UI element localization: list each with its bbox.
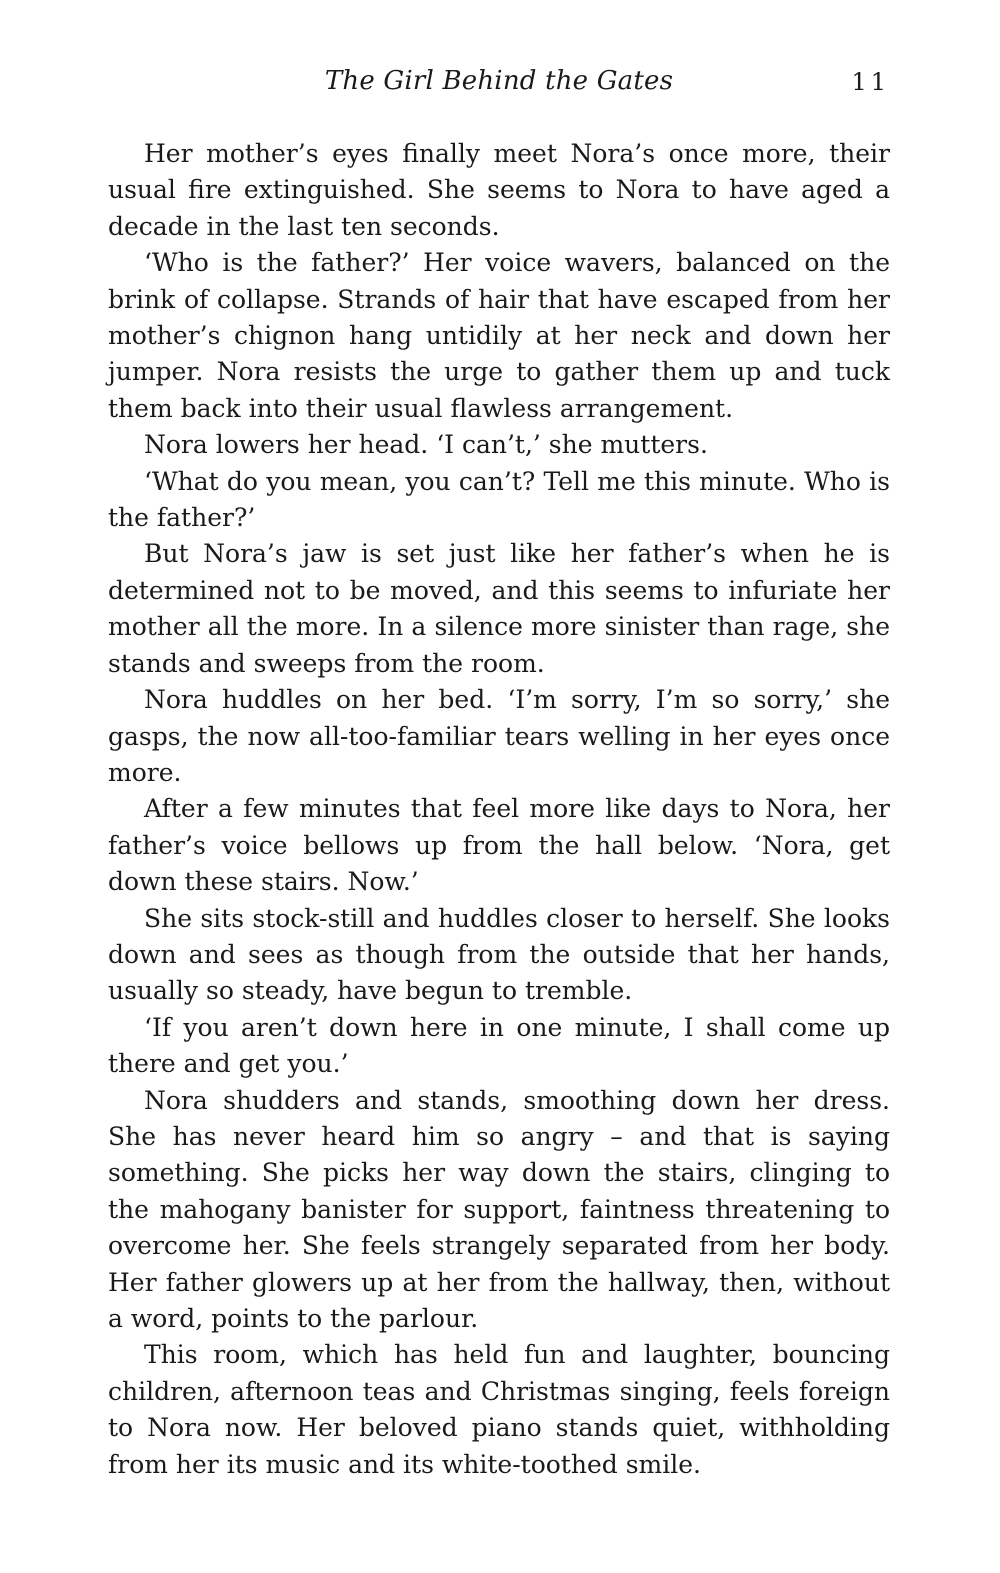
paragraph: ‘If you aren’t down here in one minute, I shall come up there and get you.’ bbox=[108, 1012, 890, 1079]
running-head-title: The Girl Behind the Gates bbox=[324, 66, 674, 96]
paragraph: ‘Who is the father?’ Her voice wavers, balanced on the brink of collapse. Strands of hair that have escaped from her mother’s chignon hang untidily at her neck and down her jumper. Nora resists the urge to gather them up and tuck them back into their usual flawless arrangement. bbox=[108, 248, 890, 423]
paragraph: This room, which has held fun and laughter, bouncing children, afternoon teas and Christmas singing, feels foreign to Nora now. Her beloved piano stands quiet, withholding from her its music and its white-toothed smile. bbox=[108, 1340, 890, 1479]
page-number: 11 bbox=[851, 68, 890, 96]
paragraph: Nora huddles on her bed. ‘I’m sorry, I’m so sorry,’ she gasps, the now all-too-familiar tears welling in her eyes once more. bbox=[108, 685, 890, 787]
paragraph: ‘What do you mean, you can’t? Tell me this minute. Who is the father?’ bbox=[108, 466, 890, 533]
paragraph: She sits stock-still and huddles closer to herself. She looks down and sees as though from the outside that her hands, usually so steady, have begun to tremble. bbox=[108, 903, 890, 1006]
paragraph: Her mother’s eyes finally meet Nora’s once more, their usual fire extinguished. She seems to Nora to have aged a decade in the last ten seconds. bbox=[108, 139, 890, 241]
paragraph: Nora lowers her head. ‘I can’t,’ she mutters. bbox=[144, 430, 708, 460]
paragraph: Nora shudders and stands, smoothing down her dress. She has never heard him so angry – and that is saying something. She picks her way down the stairs, clinging to the mahogany banister for support, faintness threatening to overcome her. She feels strangely separated from her body. Her father glowers up at her from the hallway, then, without a word, points to the parlour. bbox=[108, 1085, 890, 1333]
body-text bbox=[108, 136, 890, 1483]
paragraph: After a few minutes that feel more like days to Nora, her father’s voice bellows up from the hall below. ‘Nora, get down these stairs. Now.’ bbox=[108, 794, 890, 897]
paragraph: But Nora’s jaw is set just like her father’s when he is determined not to be moved, and this seems to infuriate her mother all the more. In a silence more sinister than rage, she stands and sweeps from the room. bbox=[108, 539, 890, 678]
running-head bbox=[108, 66, 890, 106]
